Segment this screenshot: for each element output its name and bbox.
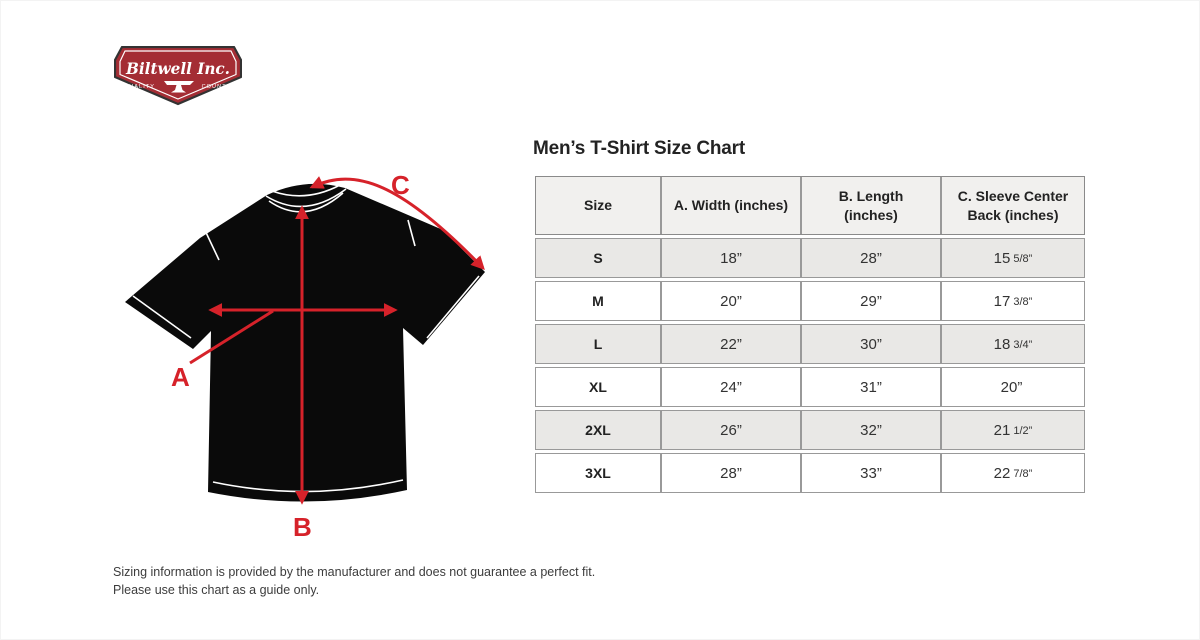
size-cell: S — [593, 250, 603, 266]
column-header-width: A. Width (inches) — [660, 177, 800, 234]
disclaimer-line-2: Please use this chart as a guide only. — [113, 582, 320, 597]
size-cell: M — [592, 293, 604, 309]
table-row — [535, 410, 1085, 450]
tshirt-measurement-diagram — [105, 160, 505, 550]
sleeve-value: 15 — [993, 249, 1011, 267]
brand-quality-label: “QUALITY — [120, 84, 156, 90]
length-cell: 30” — [800, 325, 940, 363]
length-label: B — [293, 512, 312, 542]
sleeve-cell — [940, 282, 1084, 320]
length-cell: 33” — [800, 454, 940, 492]
table-row — [535, 324, 1085, 364]
size-cell: 2XL — [585, 422, 611, 438]
width-cell: 28” — [660, 454, 800, 492]
brand-logo — [114, 46, 242, 106]
table-row — [535, 281, 1085, 321]
width-cell: 24” — [660, 368, 800, 406]
width-cell: 26” — [660, 411, 800, 449]
size-cell: L — [593, 336, 603, 352]
brand-name: Biltwell Inc. — [125, 59, 230, 78]
page-title: Men’s T-Shirt Size Chart — [533, 138, 745, 159]
width-cell: 22” — [660, 325, 800, 363]
sleeve-fraction: 5/8” — [1013, 253, 1033, 265]
sleeve-fraction: 3/8” — [1013, 296, 1033, 308]
sleeve-fraction: 1/2” — [1013, 425, 1033, 437]
column-header-size: Size — [583, 197, 612, 214]
sleeve-value: 18 — [993, 335, 1011, 353]
sleeve-value: 17 — [993, 292, 1011, 310]
length-cell: 32” — [800, 411, 940, 449]
table-row — [535, 453, 1085, 493]
length-cell: 28” — [800, 239, 940, 277]
size-cell: XL — [589, 379, 607, 395]
sleeve-value: 20” — [1000, 378, 1023, 396]
table-row — [535, 238, 1085, 278]
sleeve-value: 21 — [993, 421, 1011, 439]
sizing-disclaimer — [113, 564, 595, 599]
table-row — [535, 367, 1085, 407]
tshirt-silhouette — [125, 184, 485, 502]
sleeve-value: 22 — [993, 464, 1011, 482]
sleeve-fraction: 3/4” — [1013, 339, 1033, 351]
brand-counts-label: COUNTS” — [201, 84, 235, 90]
tshirt-diagram-icon — [105, 160, 505, 550]
size-table — [535, 176, 1085, 496]
column-header-sleeve: C. Sleeve Center Back (inches) — [940, 177, 1084, 234]
sleeve-cell — [940, 411, 1084, 449]
brand-badge-icon — [114, 46, 242, 106]
disclaimer-line-1: Sizing information is provided by the manufacturer and does not guarantee a perfect fit. — [113, 565, 596, 579]
size-cell: 3XL — [585, 465, 611, 481]
sleeve-fraction: 7/8” — [1013, 468, 1033, 480]
sleeve-cell — [940, 368, 1084, 406]
length-cell: 29” — [800, 282, 940, 320]
width-cell: 18” — [660, 239, 800, 277]
width-label: A — [171, 362, 190, 392]
sleeve-cell — [940, 325, 1084, 363]
column-header-length: B. Length (inches) — [800, 177, 940, 234]
sleeve-cell — [940, 454, 1084, 492]
length-cell: 31” — [800, 368, 940, 406]
sleeve-label: C — [391, 170, 410, 200]
width-cell: 20” — [660, 282, 800, 320]
sleeve-cell — [940, 239, 1084, 277]
table-header-row — [535, 176, 1085, 235]
